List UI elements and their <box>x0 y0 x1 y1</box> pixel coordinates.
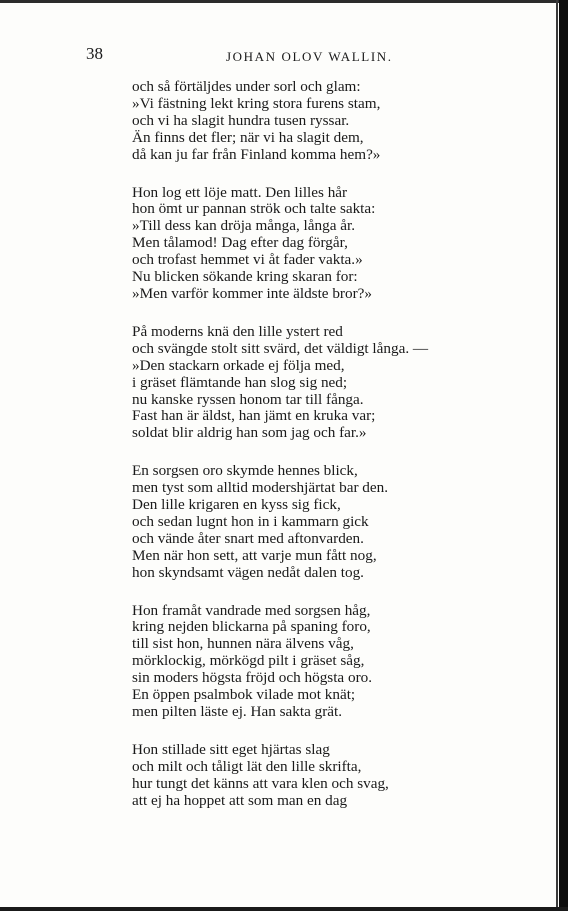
poem-line: Den lille krigaren en kyss sig fick, <box>132 496 341 514</box>
poem-line: Hon stillade sitt eget hjärtas slag <box>132 740 330 758</box>
poem-line: i gräset flämtande han slog sig ned; <box>132 373 348 391</box>
poem-line: Hon framåt vandrade med sorgsen håg, <box>132 601 371 619</box>
poem-line: sin moders högsta fröjd och högsta oro. <box>132 669 373 687</box>
poem-line: då kan ju far från Finland komma hem?» <box>132 145 381 163</box>
poem-line: »Men varför kommer inte äldste bror?» <box>132 284 372 302</box>
poem-line: till sist hon, hunnen nära älvens våg, <box>132 635 354 653</box>
poem-line: hon skyndsamt vägen nedåt dalen tog. <box>132 563 364 581</box>
poem-line: Fast han är äldst, han jämt en kruka var; <box>132 407 376 425</box>
poem-line: och vände åter snart med aftonvarden. <box>132 529 364 547</box>
poem-line: »Den stackarn orkade ej följa med, <box>132 356 345 374</box>
poem-line: och sedan lugnt hon in i kammarn gick <box>132 512 369 530</box>
poem-line: Nu blicken sökande kring skaran for: <box>132 268 358 286</box>
poem-line: hur tungt det känns att vara klen och svag, <box>132 774 389 792</box>
poem-line: Än finns det fler; när vi ha slagit dem, <box>132 128 364 146</box>
stanza <box>132 324 462 442</box>
poem-line: men tyst som alltid modershjärtat bar den. <box>132 479 389 497</box>
page-edge-top <box>0 0 568 3</box>
poem-line: och trofast hemmet vi åt fader vakta.» <box>132 251 363 269</box>
stanza <box>132 185 462 303</box>
poem-line: En öppen psalmbok vilade mot knät; <box>132 686 356 704</box>
poem-line: kring nejden blickarna på spaning foro, <box>132 618 371 636</box>
stanza <box>132 463 462 581</box>
poem-line: Men när hon sett, att varje mun fått nog, <box>132 546 377 564</box>
poem-line: mörklockig, mörkögd pilt i gräset såg, <box>132 652 365 670</box>
stanza <box>132 79 462 164</box>
poem-line: »Vi fästning lekt kring stora furens stam, <box>132 94 381 112</box>
poem-line: En sorgsen oro skymde hennes blick, <box>132 462 358 480</box>
page-number: 38 <box>86 44 103 63</box>
poem-line: och vi ha slagit hundra tusen ryssar. <box>132 111 350 129</box>
stanza <box>132 742 462 810</box>
poem-line: nu kanske ryssen honom tar till fånga. <box>132 390 364 408</box>
poem-line: Men tålamod! Dag efter dag förgår, <box>132 234 348 252</box>
poem-line: och så förtäljdes under sorl och glam: <box>132 78 361 95</box>
poem-line: hon ömt ur pannan strök och talte sakta: <box>132 200 376 218</box>
page-edge-right-line <box>556 0 558 911</box>
poem-line: att ej ha hoppet att som man en dag <box>132 791 348 809</box>
poem-line: och milt och tåligt lät den lille skrifta, <box>132 757 362 775</box>
poem-body <box>132 79 462 831</box>
poem-line: soldat blir aldrig han som jag och far.» <box>132 424 367 442</box>
running-head: JOHAN OLOV WALLIN. <box>226 49 393 64</box>
poem-line: men pilten läste ej. Han sakta grät. <box>132 703 343 720</box>
poem-line: och svängde stolt sitt svärd, det väldigt långa. — <box>132 339 429 357</box>
page-edge-bottom <box>0 907 568 911</box>
stanza <box>132 603 462 721</box>
page-edge-right <box>559 0 568 911</box>
poem-line: På moderns knä den lille ystert red <box>132 322 343 340</box>
poem-line: »Till dess kan dröja många, långa år. <box>132 217 355 235</box>
poem-line: Hon log ett löje matt. Den lilles hår <box>132 183 348 201</box>
